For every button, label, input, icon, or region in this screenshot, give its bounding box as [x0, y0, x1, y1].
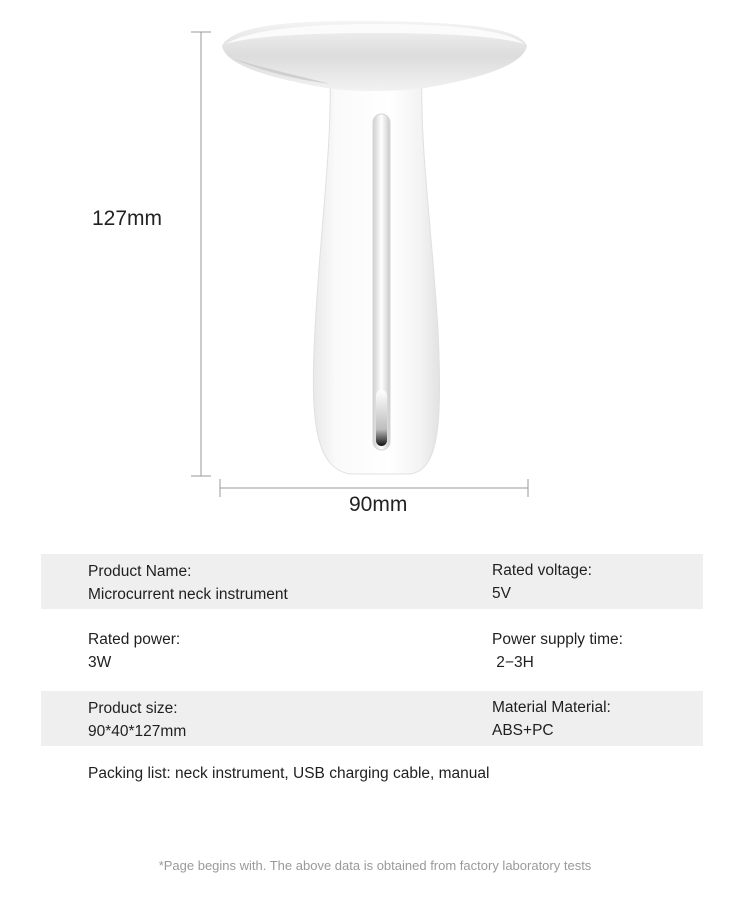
spec-label: Rated power:: [88, 631, 181, 648]
width-dimension-label: 90mm: [349, 493, 408, 516]
spec-label: Rated voltage:: [492, 562, 592, 579]
spec-label: Product size:: [88, 700, 178, 717]
height-dimension-label: 127mm: [92, 207, 163, 230]
spec-label: Product Name:: [88, 563, 192, 580]
footnote: *Page begins with. The above data is obtained from factory laboratory tests: [158, 858, 592, 873]
spec-cell-product-size: [88, 697, 186, 743]
spec-table: [41, 554, 703, 746]
spec-label: Power supply time:: [492, 631, 623, 648]
spec-row: [41, 609, 703, 691]
spec-row: [41, 554, 703, 609]
spec-value: ABS+PC: [492, 722, 554, 739]
spec-cell-power-supply-time: [492, 628, 623, 674]
spec-value: 2−3H: [492, 654, 534, 671]
spec-value: 5V: [492, 585, 511, 602]
spec-label: Material Material:: [492, 699, 611, 716]
spec-cell-rated-voltage: [492, 559, 592, 605]
spec-value: 3W: [88, 654, 112, 671]
spec-value: 90*40*127mm: [88, 723, 187, 740]
spec-row: [41, 691, 703, 746]
spec-cell-material: [492, 696, 611, 742]
spec-value: Microcurrent neck instrument: [88, 586, 288, 603]
packing-list: Packing list: neck instrument, USB charging cable, manual: [88, 765, 490, 782]
spec-cell-product-name: [88, 560, 288, 606]
height-dimension-line: [191, 32, 211, 476]
spec-cell-rated-power: [88, 628, 180, 674]
